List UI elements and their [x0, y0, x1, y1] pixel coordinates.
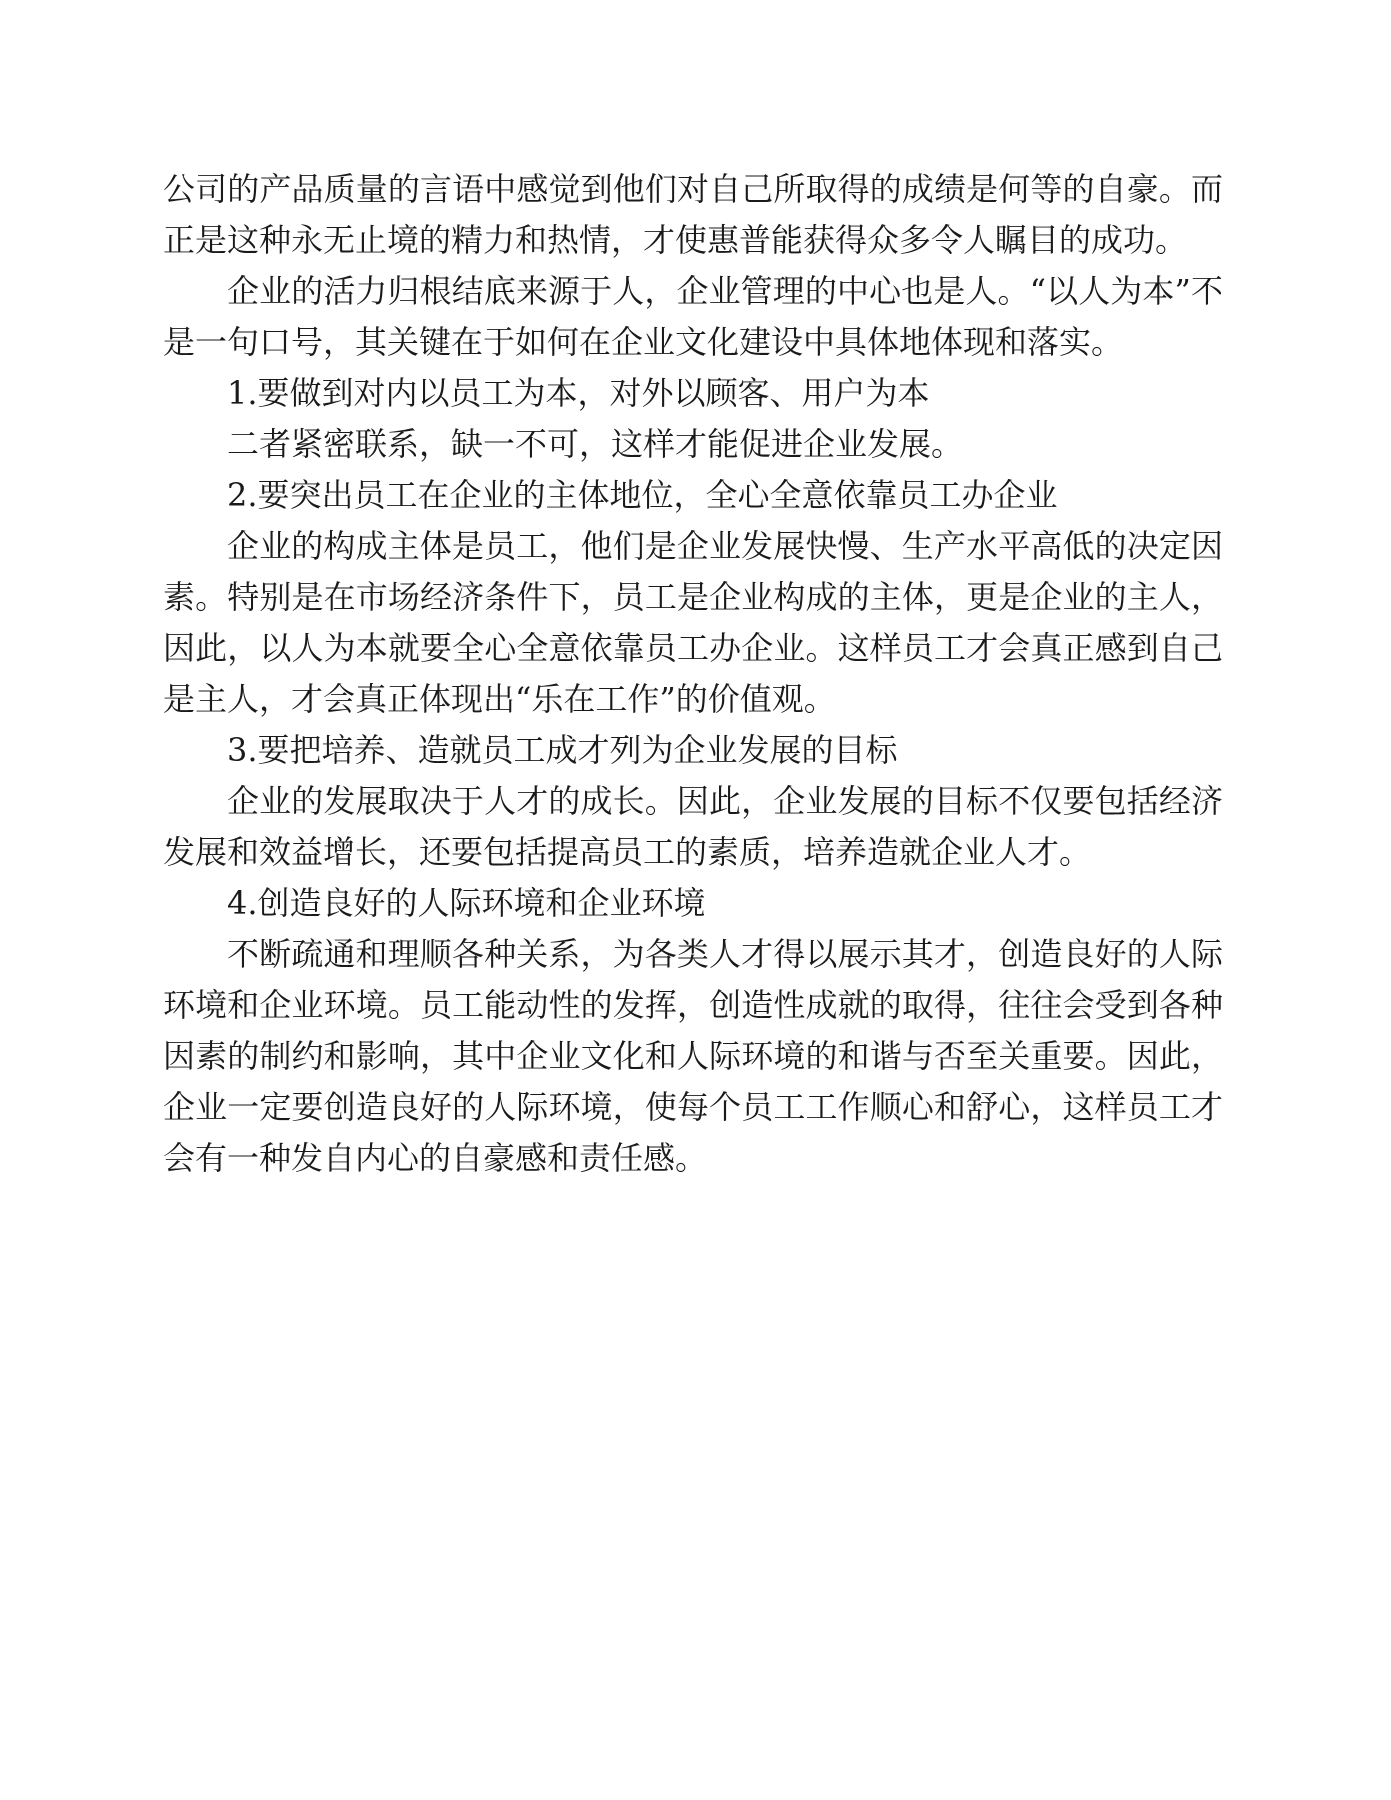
section-heading-2: 2.要突出员工在企业的主体地位，全心全意依靠员工办企业: [227, 476, 1058, 514]
section-heading-3: 3.要把培养、造就员工成才列为企业发展的目标: [227, 731, 898, 769]
body-text: [163, 164, 1223, 1184]
paragraph-section-3: 企业的发展取决于人才的成长。因此，企业发展的目标不仅要包括经济发展和效益增长，还要包括提高员工的素质，培养造就企业人才。: [163, 782, 1223, 871]
paragraph-people-oriented: 企业的活力归根结底来源于人，企业管理的中心也是人。“以人为本”不是一句口号，其关键在于如何在企业文化建设中具体地体现和落实。: [163, 272, 1223, 361]
paragraph-section-2: 企业的构成主体是员工，他们是企业发展快慢、生产水平高低的决定因素。特别是在市场经济条件下，员工是企业构成的主体，更是企业的主人，因此，以人为本就要全心全意依靠员工办企业。这样员工才会真正感到自己是主人，才会真正体现出“乐在工作”的价值观。: [163, 527, 1223, 718]
section-heading-4: 4.创造良好的人际环境和企业环境: [227, 884, 706, 922]
paragraph-continuation: 公司的产品质量的言语中感觉到他们对自己所取得的成绩是何等的自豪。而正是这种永无止境的精力和热情，才使惠普能获得众多令人瞩目的成功。: [163, 170, 1223, 259]
section-heading-1: 1.要做到对内以员工为本，对外以顾客、用户为本: [227, 374, 930, 412]
paragraph-section-1: 二者紧密联系，缺一不可，这样才能促进企业发展。: [227, 425, 964, 463]
paragraph-section-4: 不断疏通和理顺各种关系，为各类人才得以展示其才，创造良好的人际环境和企业环境。员工能动性的发挥，创造性成就的取得，往往会受到各种因素的制约和影响，其中企业文化和人际环境的和谐与否至关重要。因此，企业一定要创造良好的人际环境，使每个员工工作顺心和舒心，这样员工才会有一种发自内心的自豪感和责任感。: [163, 935, 1223, 1177]
